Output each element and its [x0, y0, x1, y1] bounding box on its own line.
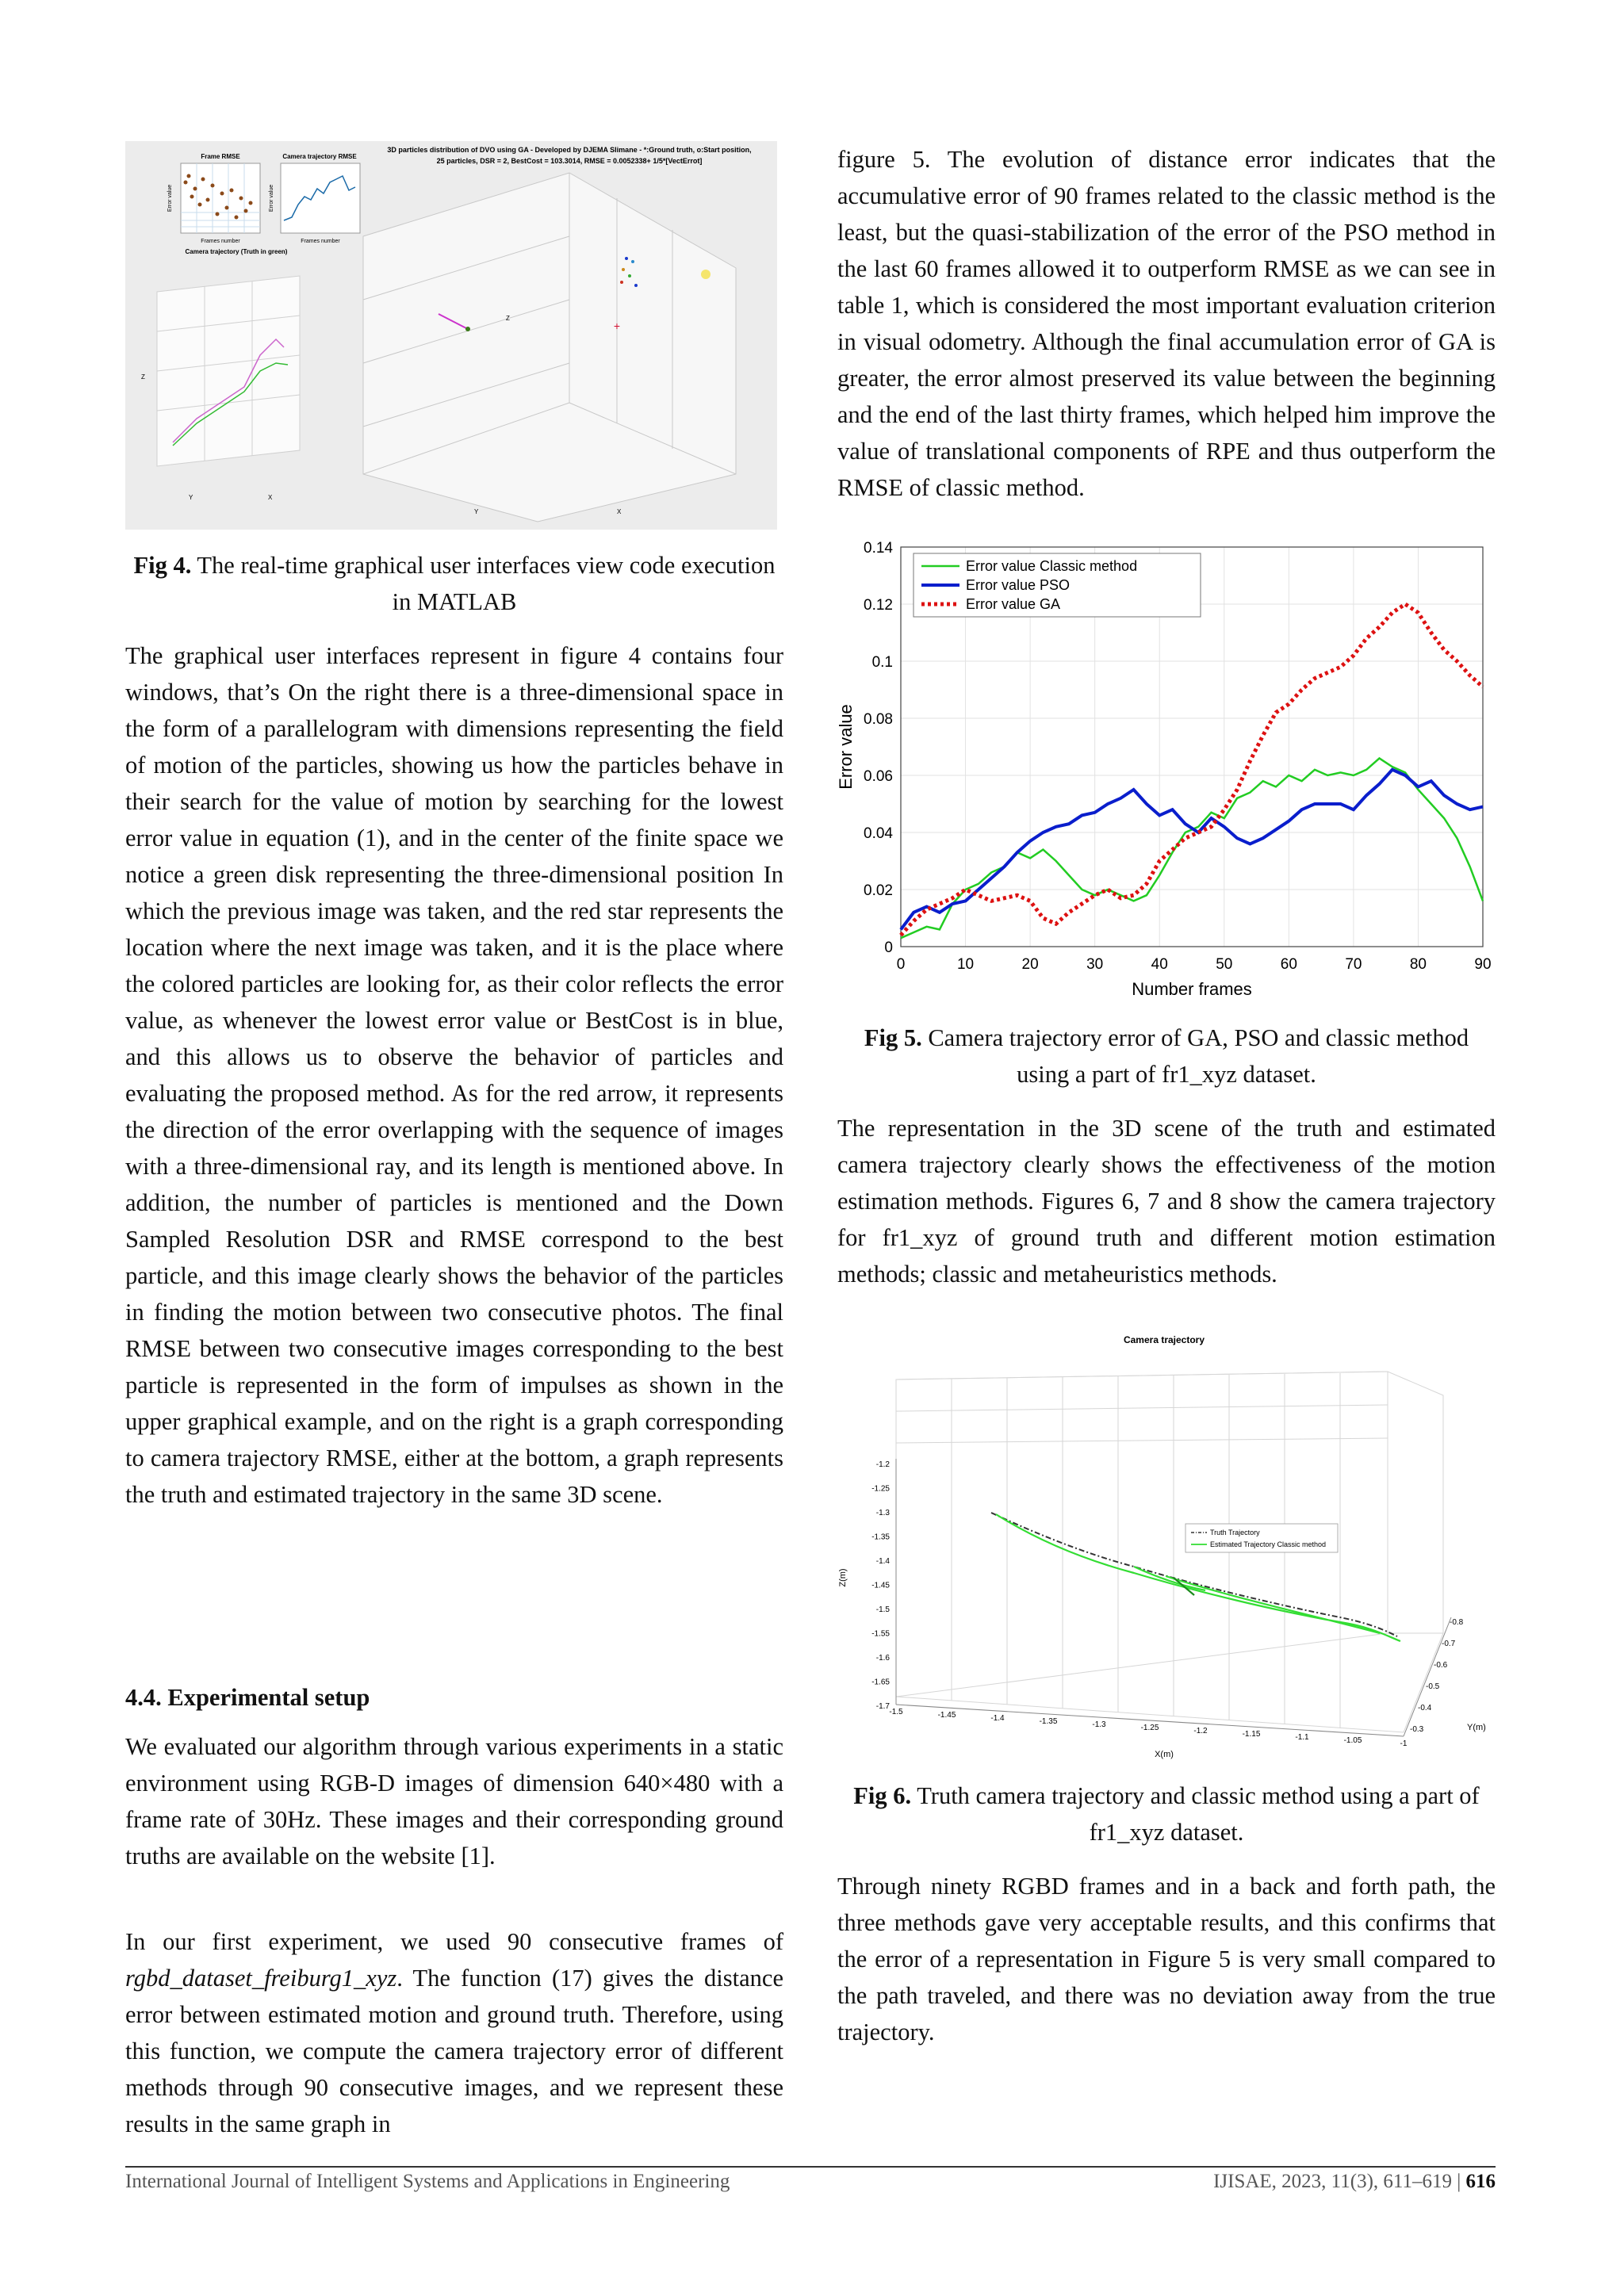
fig6-ytick-label: -0.4 — [1418, 1704, 1432, 1712]
page-footer — [125, 2166, 1496, 2192]
fig4-panel3-ylabel: Y — [189, 494, 193, 501]
fig5-caption-text: Camera trajectory error of GA, PSO and classic method using a part of fr1_xyz dataset. — [928, 1024, 1469, 1088]
fig6-xlabel: X(m) — [1155, 1750, 1174, 1759]
fig6-legend-estimated: Estimated Trajectory Classic method — [1210, 1540, 1327, 1548]
fig5-ytick-label: 0.04 — [864, 825, 893, 842]
fig4-green-disk — [465, 327, 470, 331]
fig6-legend — [1185, 1524, 1338, 1552]
fig6-ztick-label: -1.7 — [875, 1702, 890, 1711]
fig6-ztick-label: -1.6 — [875, 1654, 890, 1663]
fig6-ztick-label: -1.25 — [871, 1484, 890, 1494]
fig5-xtick-label: 20 — [1021, 956, 1039, 973]
fig6-legend-truth: Truth Trajectory — [1210, 1529, 1260, 1536]
fig4-panel3-xlabel: X — [268, 494, 273, 501]
fig4-cursor — [701, 270, 710, 279]
fig6-ytick-label: -0.7 — [1442, 1640, 1456, 1648]
fig6-caption — [837, 1777, 1496, 1850]
fig5-ytick-label: 0 — [884, 939, 893, 956]
fig5-legend — [914, 553, 1201, 617]
fig6-xtick-label: -1.4 — [990, 1714, 1005, 1723]
section-heading: 4.4. Experimental setup — [125, 1684, 370, 1711]
fig5-ytick-label: 0.12 — [864, 597, 893, 614]
matlab-gui-screenshot — [125, 141, 777, 530]
fig5-series-line-1 — [901, 770, 1483, 930]
fig6-xtick-label: -1.35 — [1039, 1717, 1058, 1726]
right-paragraph-1: figure 5. The evolution of distance error indicates that the accumulative error of 90 frames related to the classic method is the least, but the quasi-stabilization of the error of the PSO method in the last 60 frames allowed it to outperform RMSE as we can see in table 1, which is considered the most important evaluation criterion in visual odometry. Although the final accumulation error of GA is greater, the error almost preserved its value between the beginning and the end of the last thirty frames, which helped him improve the value of translational components of RPE and thus outperform the RMSE of classic method. — [837, 146, 1496, 501]
fig6-xtick-label: -1.45 — [937, 1711, 956, 1720]
fig5-xtick-label: 80 — [1409, 956, 1427, 973]
right-paragraph-2: The representation in the 3D scene of the truth and estimated camera trajectory clearly shows the effectiveness of the motion estimation methods. Figures 6, 7 and 8 show the camera trajectory for fr1_xyz of ground truth and different motion estimation methods; classic and metaheuristics methods. — [837, 1115, 1496, 1288]
fig6-xtick-label: -1.2 — [1193, 1727, 1208, 1735]
fig6-ytick-label: -0.8 — [1450, 1618, 1464, 1627]
fig6-xtick-label: -1.5 — [889, 1708, 903, 1716]
fig6-xtick-label: -1 — [1400, 1739, 1408, 1748]
para3-dataset-name: rgbd_dataset_freiburg1_xyz — [125, 1965, 397, 1992]
fig6-chart — [833, 1316, 1499, 1760]
fig5-series-line-0 — [901, 758, 1483, 938]
fig5-ytick-label: 0.06 — [864, 768, 893, 785]
fig6-ztick-label: -1.2 — [875, 1460, 890, 1469]
fig4-space-zlabel: Z — [506, 315, 510, 322]
fig5-xlabel: Number frames — [1132, 979, 1252, 999]
fig5-legend-label: Error value GA — [966, 596, 1061, 612]
fig6-ztick-label: -1.45 — [871, 1581, 890, 1590]
fig6-xtick-label: -1.3 — [1092, 1720, 1106, 1729]
fig6-ytick-label: -0.3 — [1410, 1725, 1424, 1734]
fig6-ztick-label: -1.35 — [871, 1533, 890, 1542]
fig5-caption — [837, 1020, 1496, 1093]
fig5-ylabel: Error value — [836, 704, 856, 790]
para3-after: . The function (17) gives the distance error between estimated motion and ground truth. Therefore, using this function, we compute the camera trajectory error of different methods through 90 consecutive images, and we represent these results in the same graph in — [125, 1965, 783, 2137]
fig4-space-ylabel: Y — [474, 508, 479, 515]
fig5-ytick-label: 0.14 — [864, 540, 893, 557]
fig4-panel3-zlabel: Z — [141, 373, 145, 381]
figure-6 — [833, 1316, 1499, 1760]
fig6-ztick-label: -1.55 — [871, 1629, 890, 1639]
fig5-legend-label: Error value PSO — [966, 577, 1071, 593]
fig5-xtick-label: 0 — [896, 956, 906, 973]
fig4-caption-label: Fig 4. — [133, 552, 192, 579]
fig4-panel2-title: Camera trajectory RMSE — [282, 153, 357, 160]
footer-citation-text: IJISAE, 2023, 11(3), 611–619 | — [1213, 2171, 1466, 2192]
fig6-ztick-label: -1.65 — [871, 1678, 890, 1687]
footer-citation — [1213, 2171, 1496, 2193]
page-number: 616 — [1465, 2171, 1496, 2192]
fig5-ytick-label: 0.1 — [871, 654, 893, 671]
para3-before: In our first experiment, we used 90 consecutive frames of — [125, 1928, 783, 1955]
fig4-panel2-xlabel: Frames number — [301, 239, 340, 244]
fig5-ytick-label: 0.08 — [864, 711, 893, 728]
fig5-caption-label: Fig 5. — [864, 1024, 922, 1051]
fig4-panel1-title: Frame RMSE — [201, 153, 240, 160]
fig6-xtick-label: -1.1 — [1295, 1733, 1309, 1742]
fig4-title-line2: 25 particles, DSR = 2, BestCost = 103.3014, RMSE = 0.0052338+ 1/5*[VectErrot] — [436, 157, 703, 165]
fig6-zlabel: Z(m) — [838, 1568, 848, 1587]
fig5-xtick-label: 60 — [1280, 956, 1297, 973]
figure-5 — [833, 539, 1499, 1005]
left-paragraph-2: We evaluated our algorithm through various experiments in a static environment using RGB-D images of dimension 640×480 with a frame rate of 30Hz. These images and their corresponding ground truths are available on the website [1]. — [125, 1733, 783, 1869]
left-paragraph-3 — [125, 1923, 783, 2142]
fig6-caption-label: Fig 6. — [853, 1782, 912, 1809]
fig5-xtick-label: 50 — [1216, 956, 1233, 973]
fig4-caption — [125, 547, 783, 620]
fig6-ytick-label: -0.5 — [1426, 1682, 1440, 1691]
fig6-ylabel: Y(m) — [1467, 1723, 1486, 1732]
fig6-ztick-label: -1.5 — [875, 1605, 890, 1614]
fig4-space-xlabel: X — [617, 508, 622, 515]
fig5-ytick-label: 0.02 — [864, 882, 893, 899]
fig4-title-line1: 3D particles distribution of DVO using GA - Developed by DJEMA Slimane - *:Ground truth, o:Start position, — [387, 146, 752, 154]
footer-journal: International Journal of Intelligent Systems and Applications in Engineering — [125, 2171, 730, 2192]
fig5-chart — [833, 539, 1499, 1005]
right-paragraph-3: Through ninety RGBD frames and in a back and forth path, the three methods gave very acceptable results, and this confirms that the error of a representation in Figure 5 is very small compared to the path traveled, and there was no deviation away from the true trajectory. — [837, 1873, 1496, 2045]
fig4-caption-text: The real-time graphical user interfaces view code execution in MATLAB — [197, 552, 776, 615]
left-paragraph-1: The graphical user interfaces represent in figure 4 contains four windows, that’s On the right there is a three-dimensional space in the form of a parallelogram with dimensions representing the field of motion of the particles, showing us how the particles behave in their search for the value of motion by searching for the lowest error value in equation (1), and in the center of the finite space we notice a green disk representing the three-dimensional position In which the previous image was taken, and the red star represents the location where the next image was taken, and it is the place where the colored particles are looking for, as their color reflects the error value, as whenever the lowest error value or BestCost is in blue, and this allows us to observe the behavior of particles and evaluating the proposed method. As for the red arrow, it represents the direction of the error overlapping with the sequence of images with a three-dimensional ray, and its length is mentioned above. In addition, the number of particles is mentioned and the Down Sampled Resolution DSR and RMSE correspond to the best particle, and this image clearly shows the behavior of the particles in finding the motion between two consecutive photos. The final RMSE between two consecutive images corresponding to the best particle is represented in the form of impulses as shown in the upper graphical example, and on the right is a graph corresponding to camera trajectory RMSE, either at the bottom, a graph represents the truth and estimated trajectory in the same 3D scene. — [125, 642, 783, 1508]
fig5-xtick-label: 40 — [1151, 956, 1168, 973]
fig6-xtick-label: -1.05 — [1343, 1736, 1362, 1745]
fig6-caption-text: Truth camera trajectory and classic method using a part of fr1_xyz dataset. — [917, 1782, 1480, 1846]
fig6-title: Camera trajectory — [1123, 1334, 1205, 1345]
figure-4 — [125, 141, 777, 530]
fig5-xtick-label: 90 — [1474, 956, 1492, 973]
fig6-ztick-label: -1.4 — [875, 1557, 890, 1566]
fig4-panel2-ylabel: Error value — [269, 184, 274, 212]
fig6-ztick-label: -1.3 — [875, 1509, 890, 1517]
fig6-xtick-label: -1.25 — [1140, 1724, 1159, 1732]
fig6-xtick-label: -1.15 — [1242, 1730, 1261, 1739]
fig5-legend-label: Error value Classic method — [966, 558, 1138, 574]
fig5-xtick-label: 70 — [1345, 956, 1362, 973]
fig6-box — [896, 1372, 1443, 1732]
fig4-panel1-xlabel: Frames number — [201, 239, 240, 244]
fig6-ytick-label: -0.6 — [1434, 1661, 1448, 1670]
fig4-red-star: + — [613, 320, 621, 332]
fig4-panel1-ylabel: Error value — [167, 184, 173, 212]
fig5-xtick-label: 30 — [1086, 956, 1104, 973]
fig4-panel3-title: Camera trajectory (Truth in green) — [185, 248, 288, 255]
fig5-xtick-label: 10 — [956, 956, 975, 973]
